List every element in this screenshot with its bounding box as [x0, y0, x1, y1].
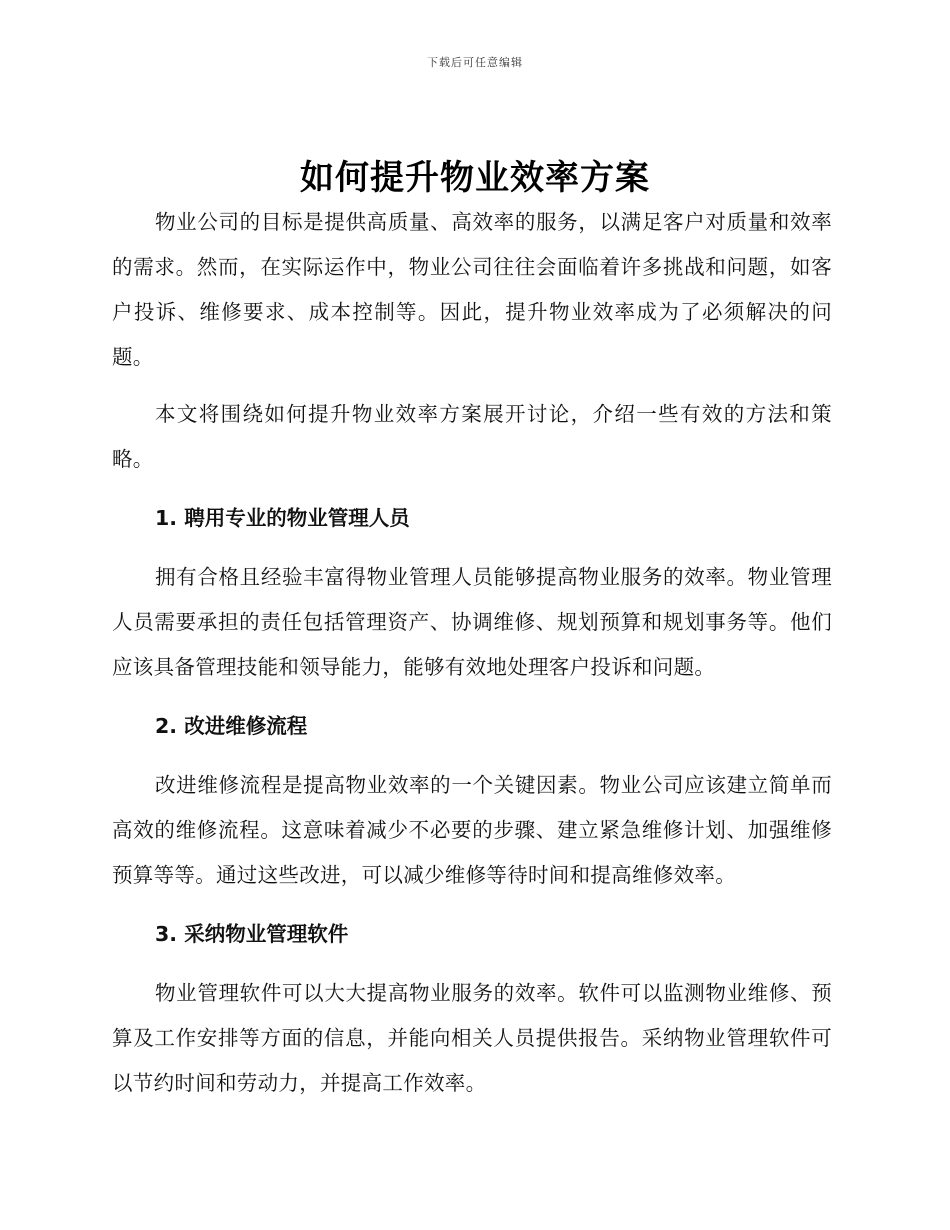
document-title: 如何提升物业效率方案	[300, 158, 650, 198]
section-text-2: 改进维修流程是提高物业效率的一个关键因素。物业公司应该建立简单而高效的维修流程。这意味着减少不必要的步骤、建立紧急维修计划、加强维修预算等等。通过这些改进，可以减少维修等待时间和提高维修效率。	[112, 773, 832, 887]
section-heading-2: 2. 改进维修流程	[155, 714, 308, 738]
intro-paragraph: 物业公司的目标是提供高质量、高效率的服务，以满足客户对质量和效率的需求。然而，在实际运作中，物业公司往往会面临着许多挑战和问题，如客户投诉、维修要求、成本控制等。因此，提升物业效率成为了必须解决的问题。	[112, 210, 832, 369]
section-text-3: 物业管理软件可以大大提高物业服务的效率。软件可以监测物业维修、预算及工作安排等方面的信息，并能向相关人员提供报告。采纳物业管理软件可以节约时间和劳动力，并提高工作效率。	[112, 981, 832, 1095]
document-body	[112, 200, 832, 1106]
header-note: 下载后可任意编辑	[427, 56, 523, 69]
section-heading-1: 1. 聘用专业的物业管理人员	[155, 506, 410, 530]
overview-paragraph: 本文将围绕如何提升物业效率方案展开讨论，介绍一些有效的方法和策略。	[112, 402, 832, 471]
section-text-1: 拥有合格且经验丰富得物业管理人员能够提高物业服务的效率。物业管理人员需要承担的责任包括管理资产、协调维修、规划预算和规划事务等。他们应该具备管理技能和领导能力，能够有效地处理客户投诉和问题。	[112, 565, 832, 679]
section-heading-3: 3. 采纳物业管理软件	[155, 922, 349, 946]
